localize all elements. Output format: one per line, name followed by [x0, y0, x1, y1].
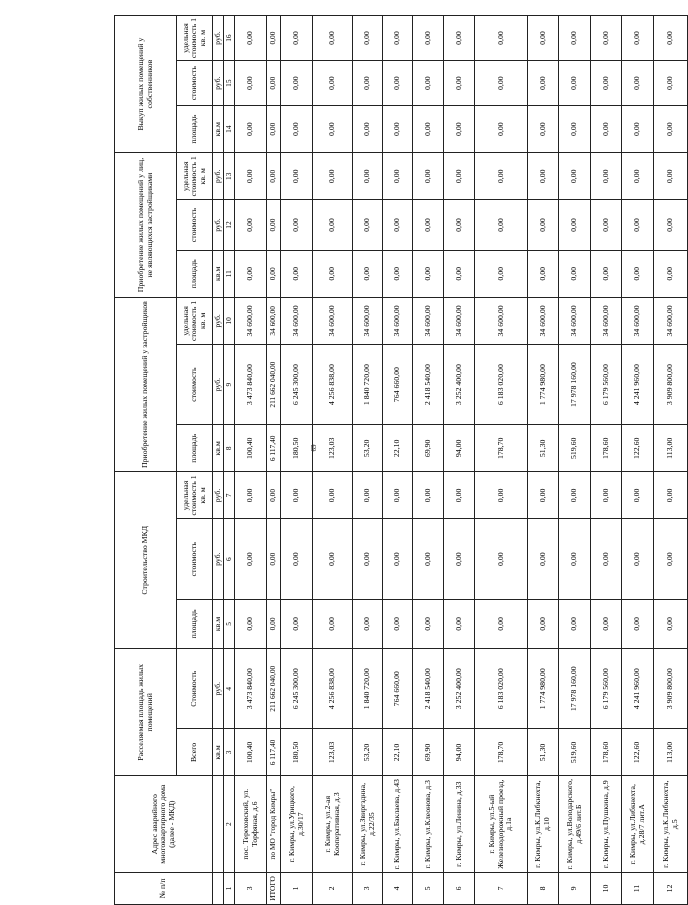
- row-construction-unit-cost: 0,00: [475, 472, 528, 519]
- row-developer-area: 100,40: [235, 425, 267, 472]
- row-buyout-unit-cost: 0,00: [313, 16, 353, 61]
- row-construction-cost: 0,00: [475, 519, 528, 599]
- unit-cell: руб.: [213, 344, 224, 424]
- row-construction-cost: 0,00: [654, 519, 688, 599]
- row-developer-cost: 211 662 040,00: [267, 344, 281, 424]
- row-non-developer-cost: 0,00: [591, 200, 622, 250]
- row-number: 5: [413, 872, 444, 904]
- row-developer-unit-cost: 34 600,00: [413, 297, 444, 344]
- row-total-area: 122,60: [622, 729, 654, 776]
- row-buyout-cost: 0,00: [528, 61, 559, 106]
- row-developer-unit-cost: 34 600,00: [559, 297, 591, 344]
- row-buyout-unit-cost: 0,00: [654, 16, 688, 61]
- row-total-cost: 6 245 300,00: [281, 649, 313, 729]
- row-developer-area: 178,60: [591, 425, 622, 472]
- row-developer-area: 113,00: [654, 425, 688, 472]
- row-total-area: 123,03: [313, 729, 353, 776]
- row-buyout-unit-cost: 0,00: [383, 16, 413, 61]
- rotated-table-container: [114, 15, 679, 905]
- row-buyout-unit-cost: 0,00: [353, 16, 383, 61]
- row-buyout-cost: 0,00: [235, 61, 267, 106]
- row-non-developer-area: 0,00: [475, 250, 528, 297]
- row-buyout-cost: 0,00: [413, 61, 444, 106]
- row-construction-cost: 0,00: [622, 519, 654, 599]
- row-buyout-cost: 0,00: [559, 61, 591, 106]
- unit-cell: руб.: [213, 153, 224, 200]
- row-developer-cost: 6 179 560,00: [591, 344, 622, 424]
- row-non-developer-area: 0,00: [654, 250, 688, 297]
- row-non-developer-unit-cost: 0,00: [591, 153, 622, 200]
- row-construction-area: 0,00: [559, 599, 591, 648]
- row-developer-area: 123,03: [313, 425, 353, 472]
- row-developer-area: 519,60: [559, 425, 591, 472]
- subheader-cost: стоимость: [177, 200, 213, 250]
- row-developer-area: 22,10: [383, 425, 413, 472]
- row-address: г. Кимры, ул.Баклаева, д.43: [383, 776, 413, 872]
- header-acquisition-non-developers: Приобретение жилых помещений у лиц, не являющихся застройщиками: [115, 153, 177, 298]
- row-non-developer-area: 0,00: [413, 250, 444, 297]
- row-construction-area: 0,00: [622, 599, 654, 648]
- row-buyout-unit-cost: 0,00: [267, 16, 281, 61]
- table-row: [559, 16, 591, 905]
- row-developer-unit-cost: 34 600,00: [313, 297, 353, 344]
- row-buyout-unit-cost: 0,00: [413, 16, 444, 61]
- row-construction-unit-cost: 0,00: [383, 472, 413, 519]
- row-developer-cost: 17 978 160,00: [559, 344, 591, 424]
- row-number: 2: [313, 872, 353, 904]
- row-non-developer-cost: 0,00: [353, 200, 383, 250]
- row-buyout-area: 0,00: [383, 106, 413, 153]
- row-total-cost: 6 183 020,00: [475, 649, 528, 729]
- row-non-developer-cost: 0,00: [235, 200, 267, 250]
- subheader-area: площадь: [177, 250, 213, 297]
- row-construction-unit-cost: 0,00: [622, 472, 654, 519]
- row-total-cost: 2 418 540,00: [413, 649, 444, 729]
- row-buyout-unit-cost: 0,00: [528, 16, 559, 61]
- units-row: [213, 16, 224, 905]
- row-construction-area: 0,00: [383, 599, 413, 648]
- row-buyout-area: 0,00: [475, 106, 528, 153]
- column-number: 15: [224, 61, 235, 106]
- header-construction: Строительство МКД: [115, 472, 177, 649]
- row-construction-unit-cost: 0,00: [313, 472, 353, 519]
- row-developer-unit-cost: 34 600,00: [235, 297, 267, 344]
- column-number: 14: [224, 106, 235, 153]
- row-non-developer-area: 0,00: [235, 250, 267, 297]
- row-total-area: 180,50: [281, 729, 313, 776]
- row-non-developer-cost: 0,00: [267, 200, 281, 250]
- row-total-cost: 211 662 040,00: [267, 649, 281, 729]
- row-construction-unit-cost: 0,00: [413, 472, 444, 519]
- row-total-area: 51,30: [528, 729, 559, 776]
- unit-cell: кв.м: [213, 425, 224, 472]
- row-total-area: 53,20: [353, 729, 383, 776]
- unit-cell: [213, 872, 224, 904]
- row-non-developer-cost: 0,00: [622, 200, 654, 250]
- row-construction-cost: 0,00: [559, 519, 591, 599]
- row-construction-area: 0,00: [528, 599, 559, 648]
- column-number: 8: [224, 425, 235, 472]
- row-developer-cost: 2 418 540,00: [413, 344, 444, 424]
- row-total-cost: 3 252 400,00: [444, 649, 475, 729]
- row-non-developer-area: 0,00: [267, 250, 281, 297]
- row-construction-area: 0,00: [444, 599, 475, 648]
- row-total-area: 69,90: [413, 729, 444, 776]
- unit-cell: руб.: [213, 519, 224, 599]
- row-non-developer-area: 0,00: [528, 250, 559, 297]
- row-construction-cost: 0,00: [528, 519, 559, 599]
- row-total-area: 113,00: [654, 729, 688, 776]
- row-non-developer-cost: 0,00: [413, 200, 444, 250]
- row-non-developer-area: 0,00: [383, 250, 413, 297]
- row-address: по МО "город Кимры": [267, 776, 281, 872]
- row-total-cost: 3 473 840,00: [235, 649, 267, 729]
- row-total-area: 178,60: [591, 729, 622, 776]
- header-resettled-area: Расселяемая площадь жилых помещений: [115, 649, 177, 776]
- row-number: 3: [235, 872, 267, 904]
- row-total-area: 100,40: [235, 729, 267, 776]
- row-construction-unit-cost: 0,00: [654, 472, 688, 519]
- row-non-developer-unit-cost: 0,00: [528, 153, 559, 200]
- row-total-cost: 6 179 560,00: [591, 649, 622, 729]
- row-construction-area: 0,00: [654, 599, 688, 648]
- row-construction-area: 0,00: [235, 599, 267, 648]
- row-non-developer-cost: 0,00: [313, 200, 353, 250]
- row-developer-unit-cost: 34 600,00: [654, 297, 688, 344]
- column-number: 3: [224, 729, 235, 776]
- subheader-cost: Стоимость: [177, 649, 213, 729]
- subheader-total: Всего: [177, 729, 213, 776]
- row-total-area: 519,60: [559, 729, 591, 776]
- row-developer-cost: 3 909 800,00: [654, 344, 688, 424]
- row-total-cost: 764 660,00: [383, 649, 413, 729]
- row-number: 12: [654, 872, 688, 904]
- row-developer-unit-cost: 34 600,00: [475, 297, 528, 344]
- row-developer-unit-cost: 34 600,00: [383, 297, 413, 344]
- row-developer-cost: 764 660,00: [383, 344, 413, 424]
- row-buyout-unit-cost: 0,00: [591, 16, 622, 61]
- unit-cell: руб.: [213, 472, 224, 519]
- row-non-developer-cost: 0,00: [475, 200, 528, 250]
- row-non-developer-area: 0,00: [559, 250, 591, 297]
- row-construction-unit-cost: 0,00: [559, 472, 591, 519]
- row-buyout-cost: 0,00: [313, 61, 353, 106]
- row-number: 6: [444, 872, 475, 904]
- row-developer-area: 122,60: [622, 425, 654, 472]
- row-total-area: 22,10: [383, 729, 413, 776]
- table-row: [353, 16, 383, 905]
- row-developer-unit-cost: 34 600,00: [622, 297, 654, 344]
- row-developer-unit-cost: 34 600,00: [444, 297, 475, 344]
- column-number: 7: [224, 472, 235, 519]
- subheader-unit-cost: удельная стоимость 1 кв. м: [177, 16, 213, 61]
- row-number: 10: [591, 872, 622, 904]
- row-non-developer-unit-cost: 0,00: [313, 153, 353, 200]
- row-non-developer-unit-cost: 0,00: [559, 153, 591, 200]
- row-construction-area: 0,00: [475, 599, 528, 648]
- row-buyout-unit-cost: 0,00: [622, 16, 654, 61]
- subheader-area: площадь: [177, 106, 213, 153]
- row-construction-unit-cost: 0,00: [235, 472, 267, 519]
- row-non-developer-unit-cost: 0,00: [413, 153, 444, 200]
- row-non-developer-cost: 0,00: [528, 200, 559, 250]
- row-non-developer-area: 0,00: [622, 250, 654, 297]
- header-row-1: [115, 16, 177, 905]
- row-buyout-cost: 0,00: [591, 61, 622, 106]
- row-buyout-area: 0,00: [444, 106, 475, 153]
- row-address: г. Кимры, ул.К.Либкнехта, д.10: [528, 776, 559, 872]
- row-buyout-area: 0,00: [591, 106, 622, 153]
- row-construction-cost: 0,00: [383, 519, 413, 599]
- unit-cell: руб.: [213, 16, 224, 61]
- row-construction-cost: 0,00: [591, 519, 622, 599]
- row-developer-cost: 1 774 980,00: [528, 344, 559, 424]
- row-developer-area: 180,50: [281, 425, 313, 472]
- row-developer-unit-cost: 34 600,00: [281, 297, 313, 344]
- column-number: 1: [224, 872, 235, 904]
- subheader-cost: стоимость: [177, 344, 213, 424]
- row-buyout-area: 0,00: [281, 106, 313, 153]
- row-construction-unit-cost: 0,00: [267, 472, 281, 519]
- row-total-area: 6 117,40: [267, 729, 281, 776]
- unit-cell: руб.: [213, 61, 224, 106]
- subheader-area: площадь: [177, 425, 213, 472]
- row-address: г. Кимры, ул.Володарского, д.49/6 лит.Б: [559, 776, 591, 872]
- row-construction-area: 0,00: [413, 599, 444, 648]
- row-buyout-area: 0,00: [528, 106, 559, 153]
- row-construction-cost: 0,00: [267, 519, 281, 599]
- header-buyout: Выкуп жилых помещений у собственников: [115, 16, 177, 153]
- row-developer-cost: 3 252 400,00: [444, 344, 475, 424]
- subheader-cost: стоимость: [177, 61, 213, 106]
- row-non-developer-cost: 0,00: [559, 200, 591, 250]
- row-total-cost: 4 256 838,00: [313, 649, 353, 729]
- row-total-area: 178,70: [475, 729, 528, 776]
- header-row-2: [177, 16, 213, 905]
- row-construction-unit-cost: 0,00: [281, 472, 313, 519]
- row-developer-cost: 1 840 720,00: [353, 344, 383, 424]
- table-row: [654, 16, 688, 905]
- subheader-unit-cost: удельная стоимость 1 кв. м: [177, 472, 213, 519]
- row-construction-cost: 0,00: [413, 519, 444, 599]
- row-buyout-unit-cost: 0,00: [235, 16, 267, 61]
- column-number: 2: [224, 776, 235, 872]
- row-construction-unit-cost: 0,00: [353, 472, 383, 519]
- row-non-developer-unit-cost: 0,00: [444, 153, 475, 200]
- row-number: 11: [622, 872, 654, 904]
- row-developer-area: 6 117,40: [267, 425, 281, 472]
- row-buyout-unit-cost: 0,00: [559, 16, 591, 61]
- row-non-developer-unit-cost: 0,00: [475, 153, 528, 200]
- row-number: ИТОГО: [267, 872, 281, 904]
- unit-cell: кв.м: [213, 599, 224, 648]
- row-buyout-area: 0,00: [559, 106, 591, 153]
- column-number: 16: [224, 16, 235, 61]
- unit-cell: руб.: [213, 200, 224, 250]
- subheader-area: площадь: [177, 599, 213, 648]
- row-buyout-area: 0,00: [413, 106, 444, 153]
- row-buyout-cost: 0,00: [475, 61, 528, 106]
- column-numbers-row: [224, 16, 235, 905]
- table-row: [591, 16, 622, 905]
- row-buyout-cost: 0,00: [622, 61, 654, 106]
- row-non-developer-area: 0,00: [444, 250, 475, 297]
- row-developer-cost: 4 241 960,00: [622, 344, 654, 424]
- unit-cell: [213, 776, 224, 872]
- row-address: г. Кимры, ул.5-ый Железнодорожный проезд, д.1а: [475, 776, 528, 872]
- table-row: [444, 16, 475, 905]
- unit-cell: руб.: [213, 649, 224, 729]
- row-buyout-area: 0,00: [235, 106, 267, 153]
- header-address: Адрес аварийного многоквартирного дома (далее - МКД): [115, 776, 213, 872]
- row-developer-area: 178,70: [475, 425, 528, 472]
- row-construction-unit-cost: 0,00: [444, 472, 475, 519]
- row-non-developer-unit-cost: 0,00: [654, 153, 688, 200]
- row-non-developer-area: 0,00: [281, 250, 313, 297]
- row-construction-cost: 0,00: [313, 519, 353, 599]
- row-developer-area: 94,00: [444, 425, 475, 472]
- row-non-developer-unit-cost: 0,00: [267, 153, 281, 200]
- row-number: 3: [353, 872, 383, 904]
- row-non-developer-unit-cost: 0,00: [235, 153, 267, 200]
- table-row: [413, 16, 444, 905]
- row-buyout-cost: 0,00: [281, 61, 313, 106]
- row-developer-unit-cost: 34 600,00: [267, 297, 281, 344]
- page-number: 69: [310, 444, 318, 452]
- row-total-area: 94,00: [444, 729, 475, 776]
- row-address: г. Кимры, ул.Пушкина, д.9: [591, 776, 622, 872]
- column-number: 4: [224, 649, 235, 729]
- row-number: 7: [475, 872, 528, 904]
- row-address: г. Кимры, ул.Звиргзднна, д.22/35: [353, 776, 383, 872]
- row-construction-area: 0,00: [353, 599, 383, 648]
- table-row: [235, 16, 267, 905]
- row-non-developer-cost: 0,00: [383, 200, 413, 250]
- row-non-developer-unit-cost: 0,00: [622, 153, 654, 200]
- column-number: 12: [224, 200, 235, 250]
- total-row: [267, 16, 281, 905]
- row-developer-unit-cost: 34 600,00: [353, 297, 383, 344]
- subheader-unit-cost: удельная стоимость 1 кв. м: [177, 297, 213, 344]
- row-total-cost: 17 978 160,00: [559, 649, 591, 729]
- row-developer-cost: 6 183 020,00: [475, 344, 528, 424]
- row-non-developer-cost: 0,00: [281, 200, 313, 250]
- header-acquisition-developers: Приобретение жилых помещений у застройщиков: [115, 297, 177, 472]
- column-number: 10: [224, 297, 235, 344]
- row-non-developer-cost: 0,00: [444, 200, 475, 250]
- row-construction-cost: 0,00: [353, 519, 383, 599]
- row-address: г. Кимры, ул.2-ая Кооперативная, д.3: [313, 776, 353, 872]
- row-non-developer-unit-cost: 0,00: [353, 153, 383, 200]
- table-row: [622, 16, 654, 905]
- row-non-developer-unit-cost: 0,00: [281, 153, 313, 200]
- table-row: [528, 16, 559, 905]
- table-row: [281, 16, 313, 905]
- housing-resettlement-table: [114, 15, 688, 905]
- row-construction-cost: 0,00: [444, 519, 475, 599]
- row-buyout-area: 0,00: [654, 106, 688, 153]
- unit-cell: кв.м: [213, 250, 224, 297]
- row-developer-cost: 4 256 838,00: [313, 344, 353, 424]
- row-developer-cost: 3 473 840,00: [235, 344, 267, 424]
- unit-cell: руб.: [213, 297, 224, 344]
- subheader-cost: стоимость: [177, 519, 213, 599]
- row-construction-area: 0,00: [313, 599, 353, 648]
- row-total-cost: 4 241 960,00: [622, 649, 654, 729]
- column-number: 11: [224, 250, 235, 297]
- row-developer-area: 53,20: [353, 425, 383, 472]
- row-buyout-area: 0,00: [267, 106, 281, 153]
- row-non-developer-area: 0,00: [591, 250, 622, 297]
- row-number: 9: [559, 872, 591, 904]
- row-buyout-area: 0,00: [353, 106, 383, 153]
- row-buyout-unit-cost: 0,00: [444, 16, 475, 61]
- unit-cell: кв.м: [213, 729, 224, 776]
- row-developer-area: 69,90: [413, 425, 444, 472]
- row-address: г. Кимры, ул.Либкнехта, д.28/7 лит.А: [622, 776, 654, 872]
- row-buyout-unit-cost: 0,00: [281, 16, 313, 61]
- row-construction-area: 0,00: [591, 599, 622, 648]
- row-buyout-cost: 0,00: [267, 61, 281, 106]
- row-buyout-unit-cost: 0,00: [475, 16, 528, 61]
- table-row: [475, 16, 528, 905]
- table-row: [383, 16, 413, 905]
- row-construction-area: 0,00: [267, 599, 281, 648]
- row-buyout-area: 0,00: [313, 106, 353, 153]
- row-buyout-cost: 0,00: [654, 61, 688, 106]
- row-developer-area: 51,30: [528, 425, 559, 472]
- unit-cell: кв.м: [213, 106, 224, 153]
- row-address: пос. Тереховский, ул. Торфяная, д.6: [235, 776, 267, 872]
- header-num: № п/п: [115, 872, 213, 904]
- row-non-developer-area: 0,00: [313, 250, 353, 297]
- column-number: 9: [224, 344, 235, 424]
- row-buyout-area: 0,00: [622, 106, 654, 153]
- row-total-cost: 1 840 720,00: [353, 649, 383, 729]
- column-number: 13: [224, 153, 235, 200]
- row-total-cost: 3 909 800,00: [654, 649, 688, 729]
- row-developer-unit-cost: 34 600,00: [591, 297, 622, 344]
- row-developer-cost: 6 245 300,00: [281, 344, 313, 424]
- row-buyout-cost: 0,00: [353, 61, 383, 106]
- row-number: 8: [528, 872, 559, 904]
- row-non-developer-area: 0,00: [353, 250, 383, 297]
- row-construction-cost: 0,00: [235, 519, 267, 599]
- row-buyout-cost: 0,00: [444, 61, 475, 106]
- row-address: г. Кимры, ул.Ленина, д.33: [444, 776, 475, 872]
- row-number: 4: [383, 872, 413, 904]
- row-address: г. Кимры, ул.Урицкого, д.30/17: [281, 776, 313, 872]
- subheader-unit-cost: удельная стоимость 1 кв. м: [177, 153, 213, 200]
- table-row: [313, 16, 353, 905]
- row-buyout-cost: 0,00: [383, 61, 413, 106]
- row-number: 1: [281, 872, 313, 904]
- column-number: 5: [224, 599, 235, 648]
- row-total-cost: 1 774 980,00: [528, 649, 559, 729]
- row-construction-unit-cost: 0,00: [528, 472, 559, 519]
- row-address: г. Кимры, ул.К.Либкнехта, д.5: [654, 776, 688, 872]
- row-address: г. Кимры, ул.Клеонова, д.3: [413, 776, 444, 872]
- row-developer-unit-cost: 34 600,00: [528, 297, 559, 344]
- row-construction-cost: 0,00: [281, 519, 313, 599]
- row-construction-area: 0,00: [281, 599, 313, 648]
- row-non-developer-unit-cost: 0,00: [383, 153, 413, 200]
- row-non-developer-cost: 0,00: [654, 200, 688, 250]
- column-number: 6: [224, 519, 235, 599]
- row-construction-unit-cost: 0,00: [591, 472, 622, 519]
